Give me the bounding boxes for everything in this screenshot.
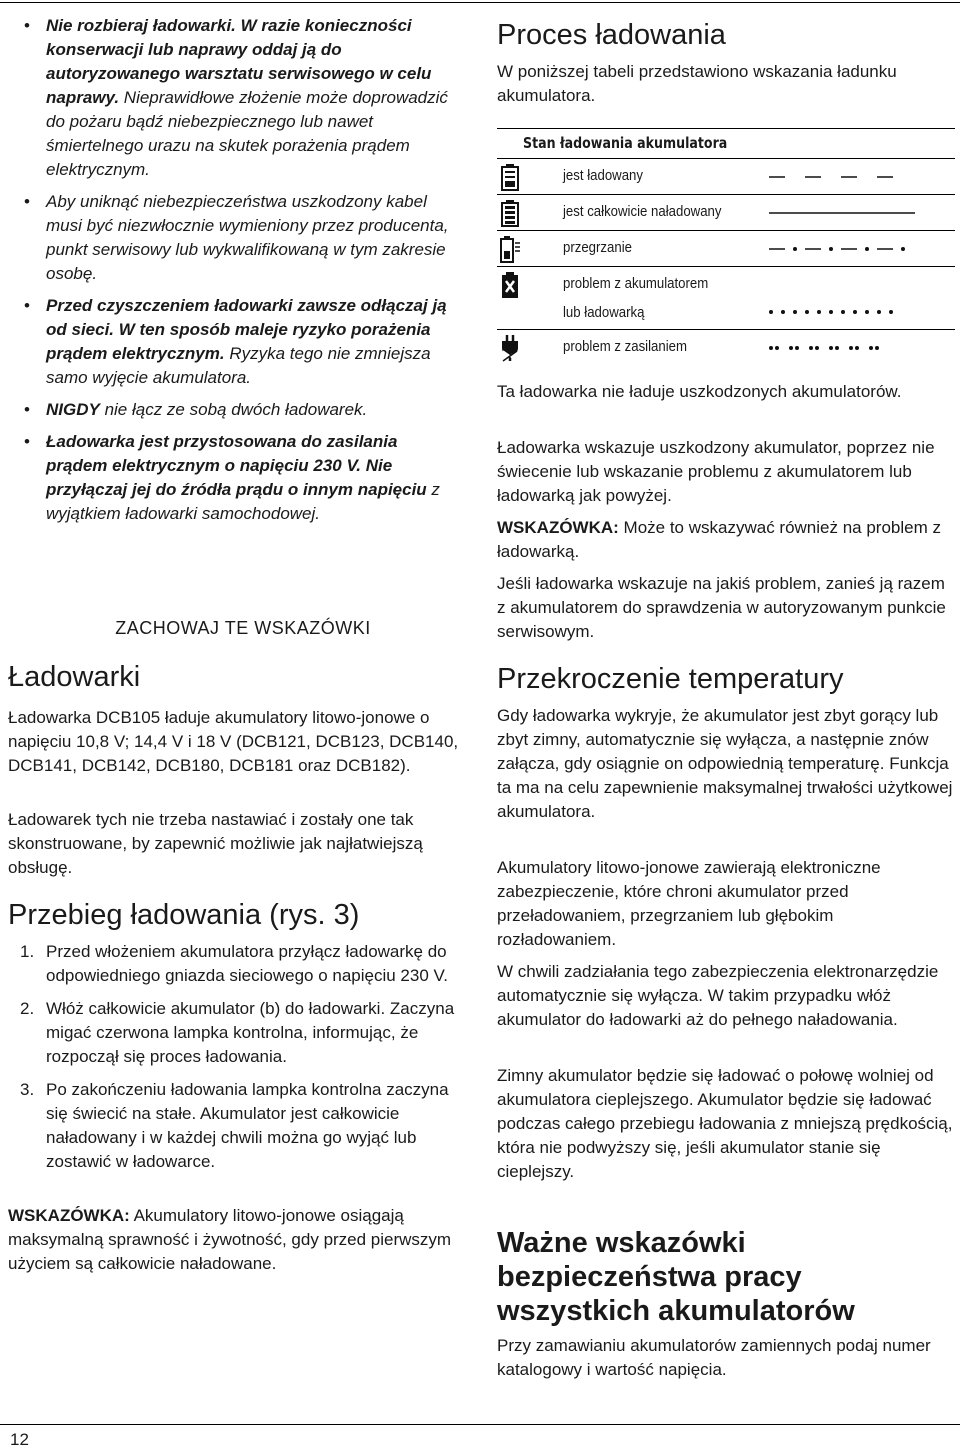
warning-item — [8, 398, 462, 422]
charging-paragraph: Jeśli ładowarka wskazuje na jakiś problem, zanieś ją razem z akumulatorem do sprawdzenia w autoryzowanym punkcie serwisowym. — [497, 574, 946, 641]
chargers-paragraph: Ładowarek tych nie trzeba nastawiać i zostały one tak skonstruowane, by zapewnić możliwie jak najłatwiejszą obsługę. — [8, 810, 423, 877]
table-row-label: przegrzanie — [563, 239, 632, 256]
temperature-paragraph: Zimny akumulator będzie się ładować o połowę wolniej od akumulatora cieplejszego. Akumulator będzie się ładować podczas całego przebiegu ładowania z mniejszą prędkością, która nie podwyższy się, jeśli akumulator stanie się cieplejszy. — [497, 1066, 953, 1181]
temperature-paragraph: W chwili zadziałania tego zabezpieczenia elektronarzędzie automatycznie się wyłącza. W takim przypadku włóż akumulator do ładowarki aż do pełnego naładowania. — [497, 962, 939, 1029]
note-text: Może to wskazywać również na problem z ładowarką. — [497, 518, 941, 561]
charging-paragraph: Ładowarka wskazuje uszkodzony akumulator, poprzez nie świecenie lub wskazanie problemu z akumulatorem lub ładowarką jak powyżej. — [497, 438, 935, 505]
dots-pattern — [765, 307, 905, 317]
warning-bold-text: Nie rozbieraj ładowarki. W razie konieczności konserwacji lub naprawy oddaj ją do autoryzowanego warsztatu serwisowego w celu naprawy. — [46, 16, 432, 107]
note-label: WSKAZÓWKA: — [8, 1206, 130, 1225]
warning-text: nie łącz ze sobą dwóch ładowarek. — [99, 400, 368, 419]
safety-paragraph: Przy zamawianiu akumulatorów zamiennych podaj numer katalogowy i wartość napięcia. — [497, 1336, 931, 1379]
charging-process-heading: Proces ładowania — [497, 19, 726, 51]
warning-bold-text: Ładowarka jest przystosowana do zasilania prądem elektrycznym o napięciu 230 V. Nie przyłączaj jej do źródła prądu o innym napięciu — [46, 432, 427, 499]
step-number: 1. — [20, 942, 35, 961]
note-label: WSKAZÓWKA: — [497, 518, 619, 537]
table-header: Stan ładowania akumulatora — [523, 134, 728, 152]
power-problem-icon — [499, 334, 521, 362]
table-row-label: problem z zasilaniem — [563, 338, 687, 355]
warning-item — [8, 430, 462, 526]
warning-item — [8, 14, 462, 182]
bullet-icon: • — [24, 296, 30, 315]
top-rule — [0, 2, 960, 3]
chargers-heading: Ładowarki — [8, 661, 141, 693]
step-item — [8, 997, 462, 1069]
table-row-label: problem z akumulatorem — [563, 275, 709, 292]
safety-warning-list — [8, 14, 462, 534]
note-text: Akumulatory litowo-jonowe osiągają maksymalną sprawność i żywotność, gdy przed pierwszym użyciem są całkowicie naładowane. — [8, 1206, 452, 1273]
chargers-paragraph: Ładowarka DCB105 ładuje akumulatory litowo-jonowe o napięciu 10,8 V; 14,4 V i 18 V (DCB121, DCB123, DCB140, DCB141, DCB142, DCB180, DCB181 oraz DCB182). — [8, 708, 459, 775]
table-row — [497, 330, 955, 365]
warning-bold-text: Przed czyszczeniem ładowarki zawsze odłączaj ją od sieci. W ten sposób maleje ryzyko porażenia prądem elektrycznym. — [46, 296, 447, 363]
table-row — [497, 159, 955, 195]
keep-instructions-heading: ZACHOWAJ TE WSKAZÓWKI — [115, 618, 371, 638]
dash-dot-pattern — [765, 244, 915, 254]
table-row-label: jest całkowicie naładowany — [563, 203, 722, 220]
solid-line-pattern — [765, 208, 925, 218]
warning-item — [8, 294, 462, 390]
warning-text: Aby uniknąć niebezpieczeństwa uszkodzony kabel musi być niezwłocznie wymieniony przez producenta, punkt serwisowy lub wykwalifikowaną w tym zakresie osobę. — [46, 192, 449, 283]
table-header-row — [497, 128, 955, 159]
table-row-label-continued: lub ładowarką — [563, 304, 645, 321]
charge-status-table — [497, 128, 955, 365]
table-row-label: jest ładowany — [563, 167, 643, 184]
procedure-note — [8, 1204, 462, 1276]
footer-rule — [0, 1424, 960, 1425]
temperature-paragraph: Akumulatory litowo-jonowe zawierają elektroniczne zabezpieczenie, które chroni akumulator przed przeładowaniem, przegrzaniem lub głębokim rozładowaniem. — [497, 858, 881, 949]
step-number: 2. — [20, 999, 35, 1018]
step-text: Włóż całkowicie akumulator (b) do ładowarki. Zaczyna migać czerwona lampka kontrolna, informując, że rozpoczął się proces ładowania. — [46, 999, 455, 1066]
step-text: Przed włożeniem akumulatora przyłącz ładowarkę do odpowiedniego gniazda sieciowego o napięciu 230 V. — [46, 942, 449, 985]
battery-full-icon — [499, 199, 521, 227]
table-row — [497, 231, 955, 267]
battery-fault-icon — [499, 271, 521, 299]
safety-heading: Ważne wskazówki bezpieczeństwa pracy wszystkich akumulatorów — [497, 1227, 855, 1327]
charging-paragraph: Ta ładowarka nie ładuje uszkodzonych akumulatorów. — [497, 382, 902, 401]
battery-hot-icon — [499, 235, 521, 263]
step-text: Po zakończeniu ładowania lampka kontrolna zaczyna się świecić na stałe. Akumulator jest całkowicie naładowany i w każdej chwili można go wyjąć lub zostawić w ładowarce. — [46, 1080, 449, 1171]
warning-text: Nieprawidłowe złożenie może doprowadzić do pożaru bądź niebezpiecznego lub nawet śmiertelnego urazu na skutek porażenia prądem elektrycznym. — [46, 88, 448, 179]
warning-text: Ryzyka tego nie zmniejsza samo wyjęcie akumulatora. — [46, 344, 431, 387]
warning-item — [8, 190, 462, 286]
warning-text: z wyjątkiem ładowarki samochodowej. — [46, 480, 440, 523]
temperature-heading: Przekroczenie temperatury — [497, 663, 844, 695]
battery-charging-icon — [499, 163, 521, 191]
bullet-icon: • — [24, 16, 30, 35]
step-item — [8, 1078, 462, 1174]
double-dots-pattern — [765, 343, 905, 353]
bullet-icon: • — [24, 432, 30, 451]
procedure-heading: Przebieg ładowania (rys. 3) — [8, 899, 360, 931]
page-number: 12 — [10, 1430, 29, 1449]
dashes-pattern — [765, 172, 905, 182]
table-row — [497, 267, 955, 330]
charging-note — [497, 516, 955, 564]
bullet-icon: • — [24, 400, 30, 419]
table-row — [497, 195, 955, 231]
bullet-icon: • — [24, 192, 30, 211]
warning-bold-text: NIGDY — [46, 400, 100, 419]
step-item — [8, 940, 462, 988]
step-number: 3. — [20, 1080, 35, 1099]
charging-process-intro: W poniższej tabeli przedstawiono wskazania ładunku akumulatora. — [497, 62, 897, 105]
temperature-paragraph: Gdy ładowarka wykryje, że akumulator jest zbyt gorący lub zbyt zimny, automatycznie się wyłącza, a następnie znów załącza, gdy osiągnie on odpowiednią temperaturę. Funkcja ta ma na celu zapewnienie maksymalnej trwałości użytkowej akumulatora. — [497, 706, 953, 821]
procedure-steps — [8, 940, 462, 1183]
